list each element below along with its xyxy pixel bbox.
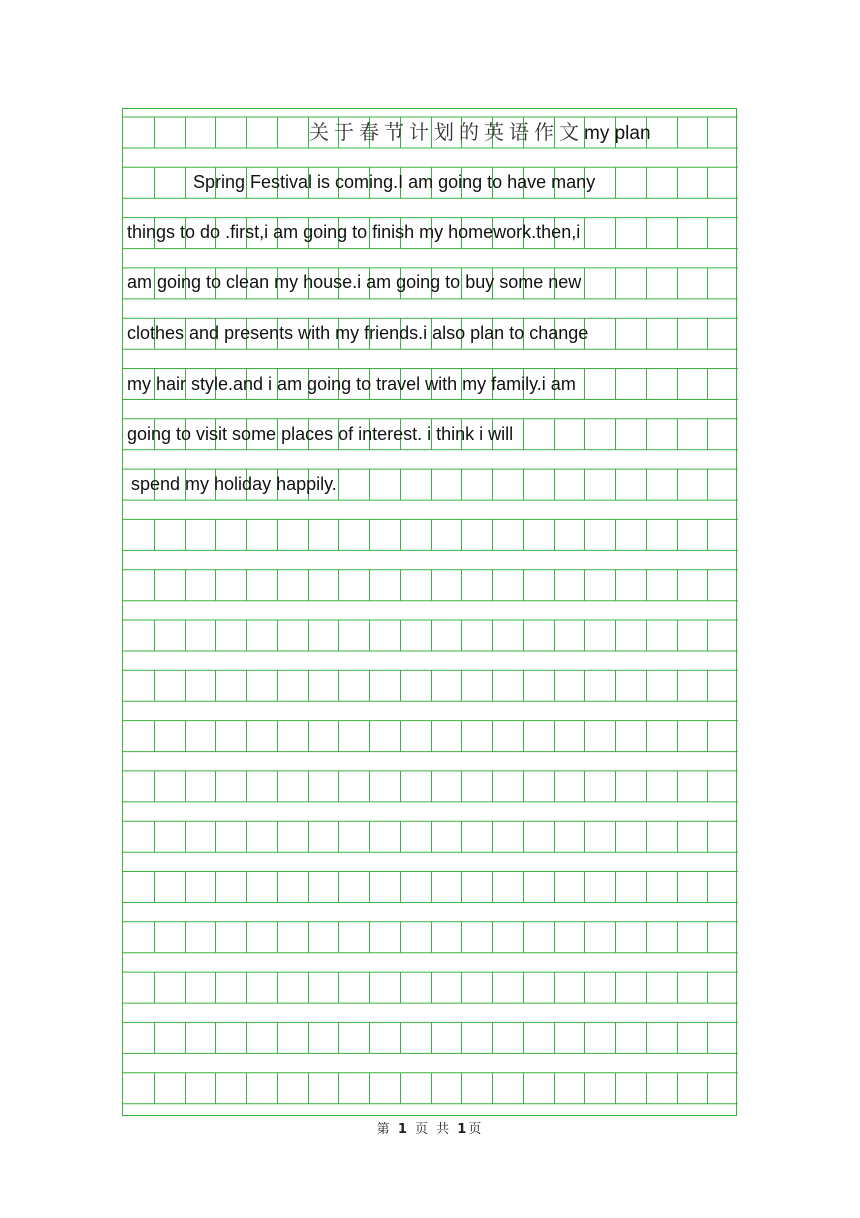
footer-suffix: 页 xyxy=(468,1122,484,1137)
essay-line-5: my hair style.and i am going to travel with my family.i am xyxy=(127,374,576,394)
essay-line-3: am going to clean my house.i am going to buy some new xyxy=(127,272,582,292)
essay-line-4: clothes and presents with my friends.i also plan to change xyxy=(127,323,589,343)
essay-line-7: spend my holiday happily. xyxy=(131,474,337,494)
footer-total-pages: 1 xyxy=(457,1122,469,1137)
essay-line-2: things to do .first,i am going to finish my homework.then,i xyxy=(127,222,581,242)
page-footer xyxy=(0,1118,860,1137)
title-chinese: 关于春节计划的英语作文 xyxy=(309,120,584,144)
footer-prefix: 第 xyxy=(376,1122,392,1137)
essay-title xyxy=(309,117,651,147)
grid-lines xyxy=(123,109,738,1117)
essay-line-6: going to visit some places of interest. i think i will xyxy=(127,424,514,444)
composition-grid-paper xyxy=(122,108,737,1116)
essay-line-1: Spring Festival is coming.I am going to have many xyxy=(193,172,596,192)
footer-page-number: 1 xyxy=(397,1122,409,1137)
footer-mid: 页 共 xyxy=(415,1122,452,1137)
title-english: my plan xyxy=(584,123,651,144)
